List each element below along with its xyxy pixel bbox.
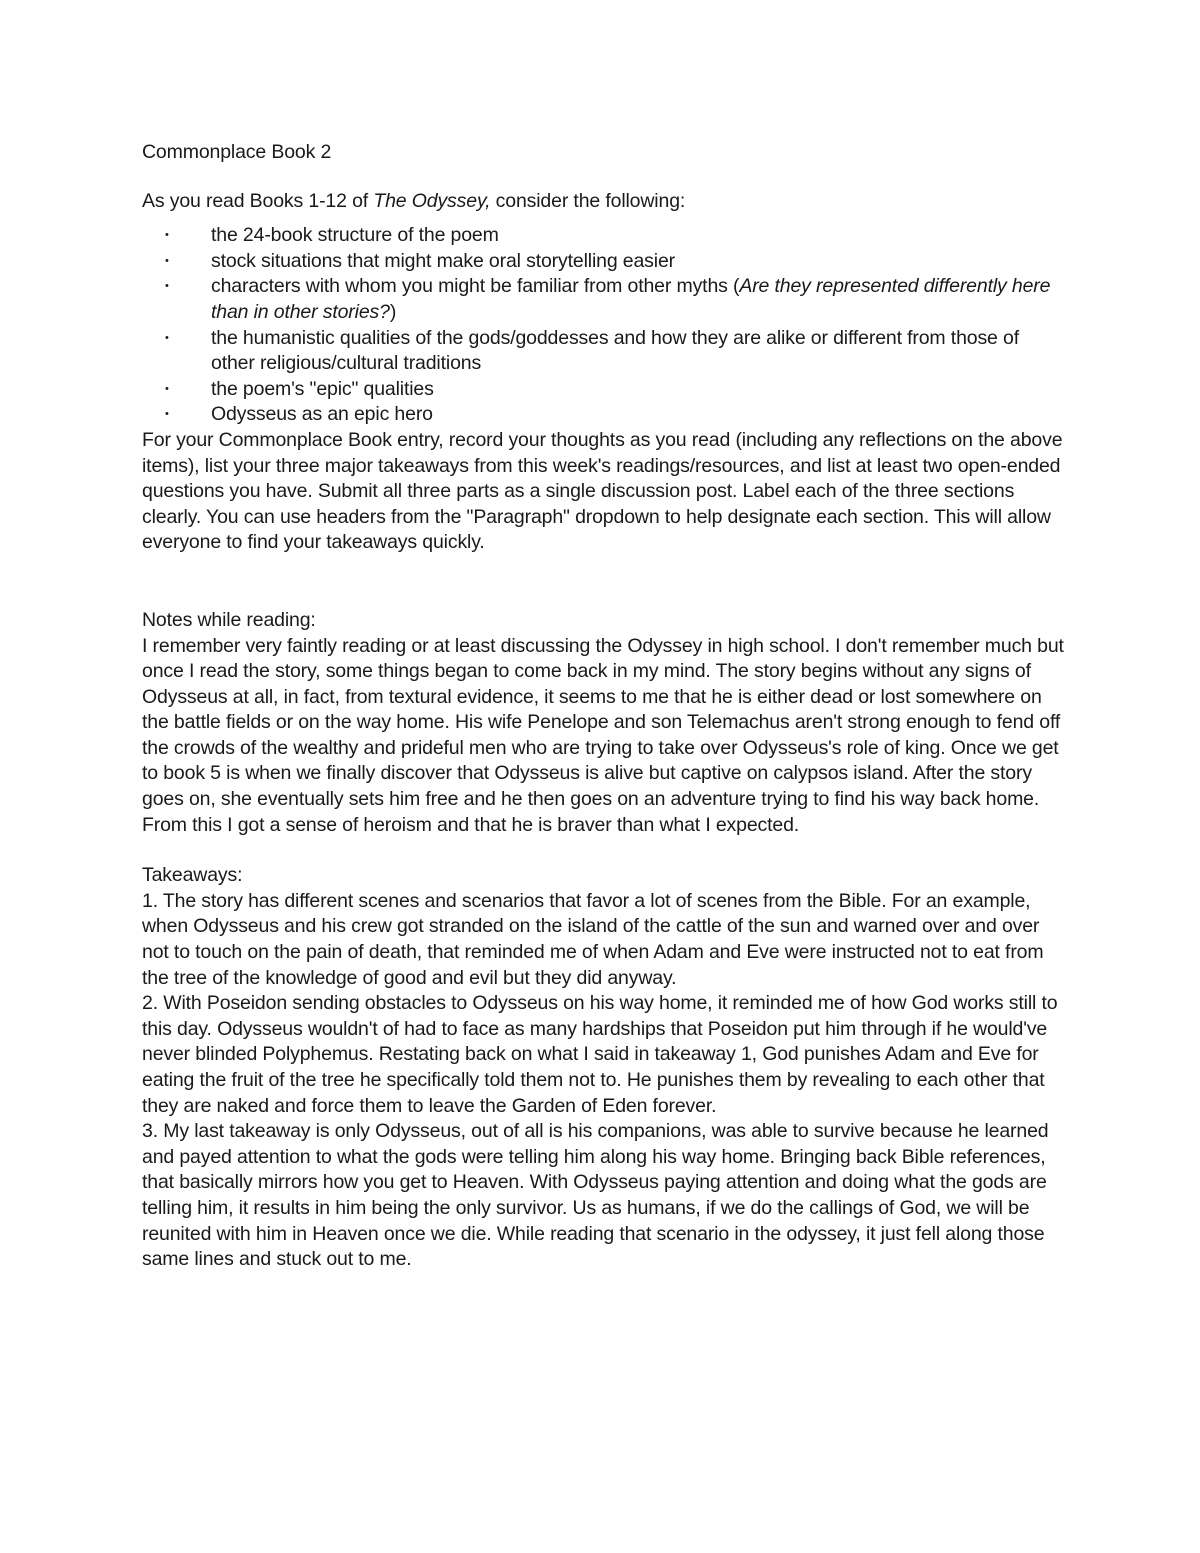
bullet-icon: • (165, 229, 169, 242)
intro-line (142, 189, 1067, 215)
intro-after: consider the following: (490, 189, 686, 212)
notes-heading: Notes while reading: (142, 608, 316, 631)
list-item (142, 249, 1067, 275)
bullet-icon: • (165, 280, 169, 293)
list-item-text: the 24-book structure of the poem (211, 224, 499, 247)
bullet-icon: • (165, 382, 169, 395)
bullet-icon: • (165, 331, 169, 344)
list-item-text: stock situations that might make oral storytelling easier (211, 249, 675, 272)
list-item (142, 326, 1067, 377)
list-item-text: the humanistic qualities of the gods/goddesses and how they are alike or different from those of other religious/cultural traditions (211, 326, 1019, 375)
list-item (142, 223, 1067, 249)
notes-body: I remember very faintly reading or at least discussing the Odyssey in high school. I don't remember much but once I read the story, some things began to come back in my mind. The story begins without any signs of Odysseus at all, in fact, from textural evidence, it seems to me that he is either dead or lost somewhere on the battle fields or on the way home. His wife Penelope and son Telemachus aren't strong enough to fend off the crowds of the wealthy and prideful men who are trying to take over Odysseus's role of king. Once we get to book 5 is when we finally discover that Odysseus is alive but captive on calypsos island. After the story goes on, she eventually sets him free and he then goes on an adventure trying to find his way back home. From this I got a sense of heroism and that he is braver than what I expected. (142, 634, 1064, 836)
intro-book-title: The Odyssey, (373, 189, 491, 212)
list-item-text: characters with whom you might be familiar from other myths ( (211, 275, 740, 298)
bullet-icon: • (165, 254, 169, 267)
list-item-text: Odysseus as an epic hero (211, 403, 433, 426)
list-item-after: ) (389, 300, 397, 323)
takeaway-item: 3. My last takeaway is only Odysseus, out of all is his companions, was able to survive because he learned and payed attention to what the gods were telling him along his way home. Bringing back Bible references, that basically mirrors how you get to Heaven. With Odysseus paying attention and doing what the gods are telling him, it results in him being the only survivor. Us as humans, if we do the callings of God, we will be reunited with him in Heaven once we die. While reading that scenario in the odyssey, it just fell along those same lines and stuck out to me. (142, 1120, 1049, 1271)
instructions-paragraph: For your Commonplace Book entry, record your thoughts as you read (including any reflections on the above items), list your three major takeaways from this week's readings/resources, and list at least two open-ended questions you have. Submit all three parts as a single discussion post. Label each of the three sections clearly. You can use headers from the "Paragraph" dropdown to help designate each section. This will allow everyone to find your takeaways quickly. (142, 428, 1063, 554)
document-page (142, 140, 1067, 1273)
takeaway-item: 2. With Poseidon sending obstacles to Odysseus on his way home, it reminded me of how God works still to this day. Odysseus wouldn't of had to face as many hardships that Poseidon put him through if he would've never blinded Polyphemus. Restating back on what I said in takeaway 1, God punishes Adam and Eve for eating the fruit of the tree he specifically told them not to. He punishes them by revealing to each other that they are naked and force them to leave the Garden of Eden forever. (142, 992, 1058, 1117)
spacer (142, 556, 1067, 608)
takeaway-item: 1. The story has different scenes and scenarios that favor a lot of scenes from the Bible. For an example, when Odysseus and his crew got stranded on the island of the cattle of the sun and warned over and over not to touch on the pain of death, that reminded me of when Adam and Eve were instructed not to eat from the tree of the knowledge of good and evil but they did anyway. (142, 889, 1044, 989)
list-item-text: the poem's "epic" qualities (211, 377, 434, 400)
list-item (142, 274, 1067, 325)
list-item (142, 402, 1067, 428)
list-item (142, 377, 1067, 403)
considerations-list (142, 223, 1067, 428)
bullet-icon: • (165, 408, 169, 421)
list-item-italic: Are they represented differently here than in other stories? (211, 275, 1051, 323)
document-title: Commonplace Book 2 (142, 141, 332, 163)
takeaways-heading: Takeaways: (142, 864, 243, 887)
intro-before: As you read Books 1-12 of (142, 189, 374, 212)
spacer (142, 838, 1067, 863)
